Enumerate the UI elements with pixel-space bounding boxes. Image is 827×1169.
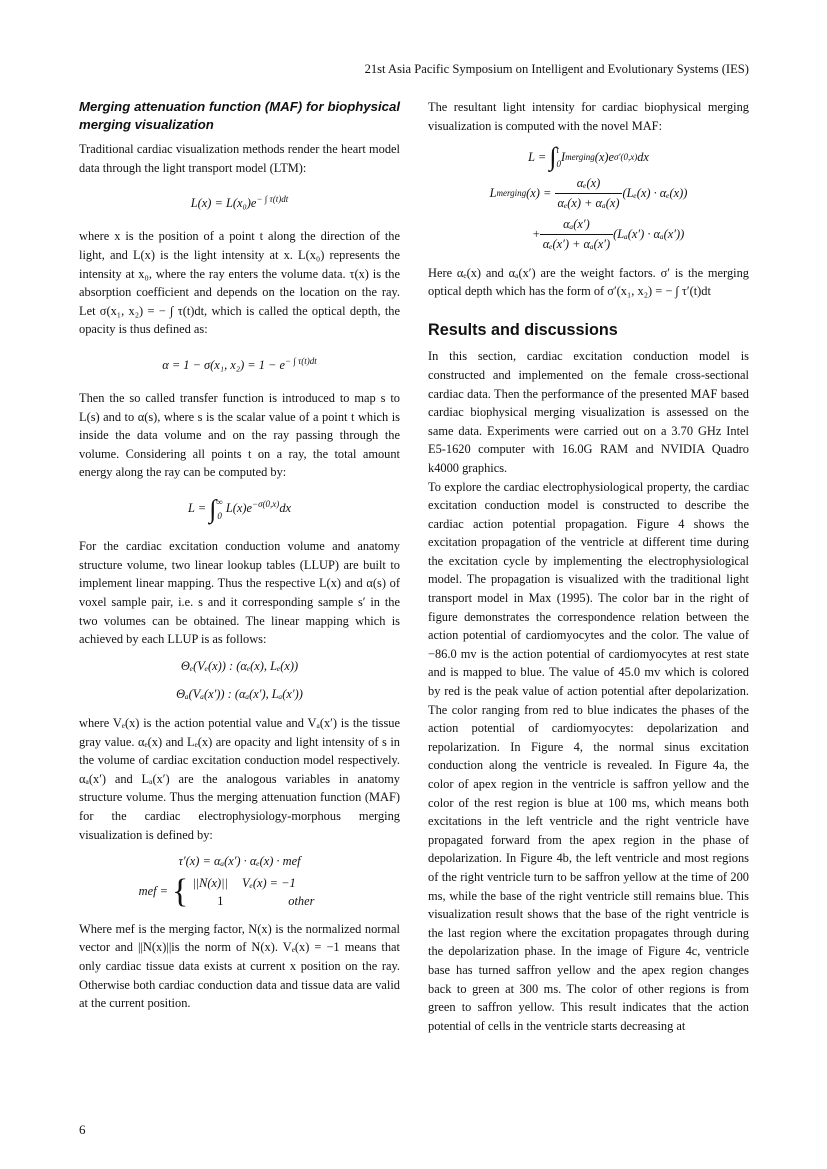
equation-merging [428,143,749,253]
equation-maf [79,852,400,910]
eq6-case-1-condition: Vₑ(x) = −1 [242,875,296,890]
eq2-exponent: − ∫ τ(t)dt [285,355,317,366]
paragraph-merging-factor: Where mef is the merging factor, N(x) is the normalized normal vector and ||N(x)||is the norm of N(x). Vₑ(x) = −1 means that only cardiac tissue data exists at current x position on the ray. Otherwise both cardiac conduction data and tissue data are valid at the current position. [79,921,400,1011]
eq4a: Θₑ(Vₑ(x)) : (αₑ(x), Lₑ(x)) [180,658,299,673]
eq8-denominator-2: αₑ(x′) + αₐ(x′) [542,236,611,251]
equation-llup-mapping [79,657,400,704]
eq6-cases [192,874,340,910]
eq3-exponent: −σ(0,x) [252,498,280,509]
eq7-tail: dx [637,149,649,164]
eq1-exponent: − ∫ τ(t)dt [256,194,289,205]
eq6-lhs: mef = [138,884,169,899]
left-column [79,98,400,1013]
eq8-denominator-1: αₑ(x) + αₐ(x) [557,195,620,210]
right-column [428,98,749,1035]
paragraph-resultant-intensity: The resultant light intensity for cardiac biophysical merging visualization is computed with the novel MAF: [428,100,749,133]
eq3-body: L(x)e [225,501,253,516]
subsection-heading: Merging attenuation function (MAF) for biophysical merging visualization [79,99,400,132]
eq7-lower-limit: 0 [556,159,561,170]
eq7-upper-limit: t [556,145,559,156]
eq3-upper-limit: ∞ [216,497,223,508]
eq4b: Θₐ(Vₐ(x′)) : (αₐ(x′), Lₐ(x′)) [176,687,303,702]
paragraph-results-intro: In this section, cardiac excitation conduction model is constructed and implemented on the female cross-sectional cardiac data. Then the performance of the presented MAF based cardiac biophysical merging visualization is assessed on the same data. Experiments were carried out on a 3.70 GHz Intel E5-1620 computer with 16.0G RAM and NVIDIA Quadro k4000 graphics. [428,349,749,475]
eq8-lhs2: (x) = [526,185,552,200]
paragraph-optical-depth: where x is the position of a point t along the direction of the light, and L(x) is the light intensity at x. L(x₀) represents the intensity at x₀, where the ray enters the volume data. τ(x) is the absorption coefficient and depends on the location on the ray. Let σ(x₁, x₂) = − ∫ τ(t)dt, which is called the optical depth, the opacity is thus defined as: [79,229,400,337]
eq7-lhs: L = [528,149,547,164]
paragraph-ltm-intro: Traditional cardiac visualization methods render the heart model data through the light transport model (LTM): [79,142,400,175]
left-brace: { [172,872,189,910]
eq2-body: α = 1 − σ(x₁, x₂) = 1 − e [162,358,286,372]
paragraph-results-body: To explore the cardiac electrophysiological property, the cardiac excitation conduction model is constructed to describe the cardiac action potential propagation. Figure 4 shows the excitation propagation of the ventricle at different time during the excitation cycle by implementing the electrophysiological model. The propagation is visualized with the traditional light transport model in Max (1995). The color bar in the right of figure demonstrates the correspondence relation between the action potential of cardiomyocytes and the color. The value of −86.0 mv is the action potential of cardiomyocytes at rest state and is mapped to blue. The value of 45.0 mv which is colored by red is the peak value of action potential after depolarization. The color ranging from red to blue indicates the phases of the action potential of cardiomyocytes: depolarization and repolarization. In Figure 4, the normal sinus excitation conduction along the ventricle is revealed. In Figure 4a, the color of apex region in the ventricle is saffron yellow and the color of the rest region is blue at 100 ms, which means both excitations in the left ventricle and the right ventricle have propagated forward from the apex region in the phase of depolarization. In Figure 4b, the left ventricle and most regions of the right ventricle turn to be saffron yellow at the time of 200 ms, while the base of the right ventricle still remains blue. This visualization result shows that the base of the right ventricle is the last region where the excitation propagates through during the depolarization phase. In the image of Figure 4c, ventricle base has turned saffron yellow and the apex region changes back to green at 300 ms. The color of other regions is from green to saffron yellow. This result indicates that the action potential of cells in the ventricle starts decreasing at [428,479,749,1033]
eq6-case-1 [192,874,340,892]
paragraph-weight-factors: Here αₑ(x) and αₐ(x′) are the weight factors. σ′ is the merging optical depth which has the form of σ′(x₁, x₂) = − ∫ τ′(t)dt [428,265,749,299]
eq7-body: I [560,149,566,164]
eq7-exponent: σ′(0,x) [614,151,638,162]
eq6-row [79,874,400,910]
eq3-tail: dx [279,501,292,516]
paragraph-transfer-function: Then the so called transfer function is introduced to map s to L(s) and to α(s), where s is the scalar value of a point t which is inside the data volume and on the ray passing through the volume. Considering all points t on a ray, the total amount energy along the ray can be computed by: [79,391,400,480]
paragraph-variables: where Vₑ(x) is the action potential value and Vₐ(x′) is the tissue gray value. αₑ(x) and Lₑ(x) are opacity and light intensity of s in the volume of cardiac excitation conduction model respectively. αₐ(x′) and Lₐ(x′) are the analogous variables in anatomy structure volume. Thus the merging attenuation function (MAF) for the cardiac electrophysiology-morphous merging visualization is defined by: [79,716,400,842]
eq5-row [79,852,400,871]
eq1-body: L(x) = L(x₀)e [190,196,257,211]
paragraph-llup: For the cardiac excitation conduction volume and anatomy structure volume, two linear lookup tables (LLUP) are built to implement linear mapping. Thus the respective L(x) and α(s) of voxel sample pair, i.e. s and it corresponding sample s′ in the two volumes can be obtained. The linear mapping which is achieved by each LLUP is as follows: [79,539,400,647]
eq8-fraction-1 [555,174,623,212]
eq8-fraction-2 [540,215,613,253]
section-heading: Results and discussions [428,320,618,339]
eq8-plus: + [532,227,540,242]
eq8-subscript: merging [496,187,527,198]
running-header: 21st Asia Pacific Symposium on Intelligent and Evolutionary Systems (IES) [364,62,749,76]
eq4a-row [79,657,400,676]
eq6-case-2-value: 1 [217,893,224,908]
eq5: τ′(x) = αₐ(x′) · αₑ(x) · mef [178,854,301,869]
eq8-row-2 [428,215,749,253]
eq3-limits [216,495,222,523]
equation-ltm [79,189,400,213]
eq6-case-2 [192,892,340,910]
eq8-numerator-2: αₐ(x′) [540,215,613,235]
eq4b-row [79,685,400,704]
eq8-tail-2: (Lₐ(x′) · αₐ(x′)) [613,227,685,242]
eq8-row-1 [428,174,749,212]
integral-sign: ∫ [209,494,217,524]
page-number: 6 [79,1122,86,1137]
equation-total-energy [79,494,400,523]
eq7-row [428,143,749,171]
eq8-lhs: L [489,185,497,200]
eq7-body2: (x)e [594,149,615,164]
equation-opacity [79,351,400,375]
eq8-numerator-1: αₑ(x) [555,174,623,194]
integral-sign-2: ∫ [549,141,557,171]
eq6-case-1-value: ||N(x)|| [192,875,228,890]
eq3-lhs: L = [187,501,207,516]
eq7-subscript: merging [565,151,595,162]
eq3-lower-limit: 0 [217,511,222,522]
eq8-tail-1: (Lₑ(x) · αₑ(x)) [622,185,688,200]
eq6-case-2-condition: other [288,893,315,908]
